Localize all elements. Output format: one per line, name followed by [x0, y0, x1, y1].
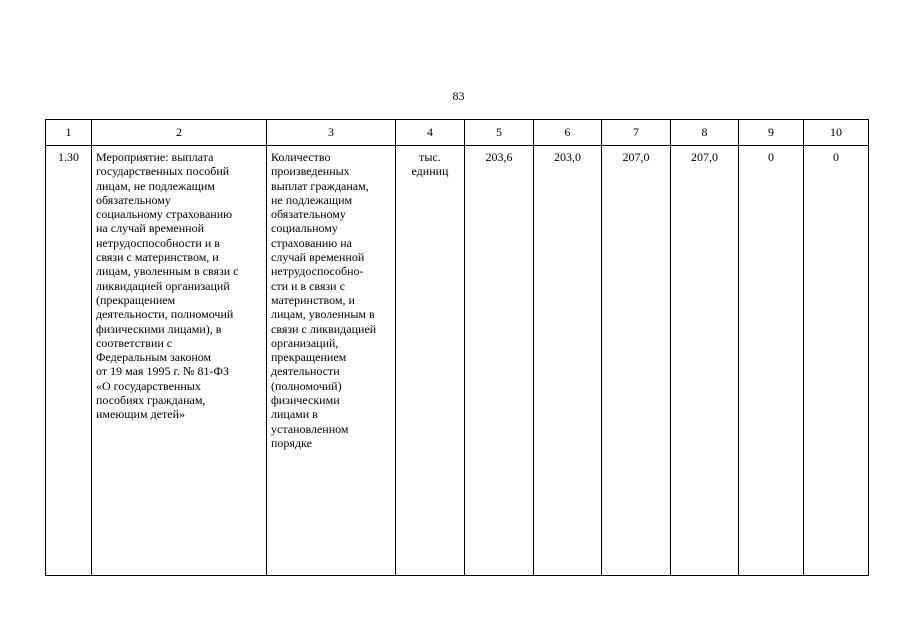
event-line: пособиях гражданам, [96, 393, 206, 408]
header-cell-6: 6 [534, 120, 602, 146]
value-cell-7: 207,0 [602, 146, 671, 576]
table-row [46, 146, 869, 576]
indicator-line: не подлежащим [271, 192, 353, 207]
indicator-line: произведенных [271, 164, 350, 179]
value-cell-8: 207,0 [671, 146, 739, 576]
indicator-line: выплат гражданам, [271, 178, 369, 193]
indicator-line: (полномочий) [271, 378, 342, 393]
data-table [45, 119, 869, 576]
indicator-line: деятельности [271, 364, 340, 379]
event-line: от 19 мая 1995 г. № 81-ФЗ [96, 364, 229, 379]
event-line: на случай временной [96, 221, 205, 236]
indicator-line: лицам, уволенным в [271, 307, 375, 322]
unit-line: тыс. [419, 150, 441, 164]
indicator-line: нетрудоспособно- [271, 264, 364, 279]
value-cell-5: 203,6 [465, 146, 534, 576]
event-description-cell [92, 146, 267, 576]
header-cell-9: 9 [739, 120, 804, 146]
row-number-cell: 1.30 [46, 146, 92, 576]
event-line: обязательному [96, 192, 171, 207]
indicator-line: страхованию на [271, 235, 352, 250]
indicator-line: случай временной [271, 250, 365, 265]
header-cell-3: 3 [267, 120, 396, 146]
value-cell-6: 203,0 [534, 146, 602, 576]
event-line: Мероприятие: выплата [96, 150, 214, 164]
indicator-line: обязательному [271, 207, 346, 222]
event-line: ликвидацией организаций [96, 278, 230, 293]
event-line: физическими лицами), в [96, 321, 222, 336]
header-cell-10: 10 [804, 120, 869, 146]
header-cell-8: 8 [671, 120, 739, 146]
event-line: связи с материнством, и [96, 250, 219, 265]
event-line: Федеральным законом [96, 350, 212, 365]
header-cell-7: 7 [602, 120, 671, 146]
indicator-line: Количество [271, 150, 331, 164]
header-cell-5: 5 [465, 120, 534, 146]
indicator-line: связи с ликвидацией [271, 321, 377, 336]
indicator-line: социальному [271, 221, 338, 236]
value-cell-10: 0 [804, 146, 869, 576]
indicator-cell [267, 146, 396, 576]
event-line: (прекращением [96, 292, 176, 307]
event-line: нетрудоспособности и в [96, 235, 220, 250]
indicator-line: прекращением [271, 350, 347, 365]
event-line: соответствии с [96, 335, 173, 350]
header-cell-1: 1 [46, 120, 92, 146]
table-header-row [46, 120, 869, 146]
event-line: лицам, не подлежащим [96, 178, 215, 193]
header-cell-2: 2 [92, 120, 267, 146]
event-line: государственных пособий [96, 164, 230, 179]
indicator-line: установленном [271, 421, 349, 436]
indicator-line: организаций, [271, 335, 339, 350]
indicator-line: материнством, и [271, 292, 355, 307]
event-line: имеющим детей» [96, 407, 185, 422]
unit-cell [396, 146, 465, 576]
value-cell-9: 0 [739, 146, 804, 576]
indicator-line: порядке [271, 435, 312, 450]
header-cell-4: 4 [396, 120, 465, 146]
event-line: «О государственных [96, 378, 201, 393]
event-line: лицам, уволенным в связи с [96, 264, 239, 279]
event-line: социальному страхованию [96, 207, 233, 222]
indicator-line: лицами в [271, 407, 318, 422]
event-line: деятельности, полномочий [96, 307, 234, 322]
indicator-line: физическими [271, 393, 340, 408]
page-number: 83 [452, 89, 465, 103]
indicator-line: сти и в связи с [271, 278, 345, 293]
unit-line: единиц [411, 164, 449, 179]
